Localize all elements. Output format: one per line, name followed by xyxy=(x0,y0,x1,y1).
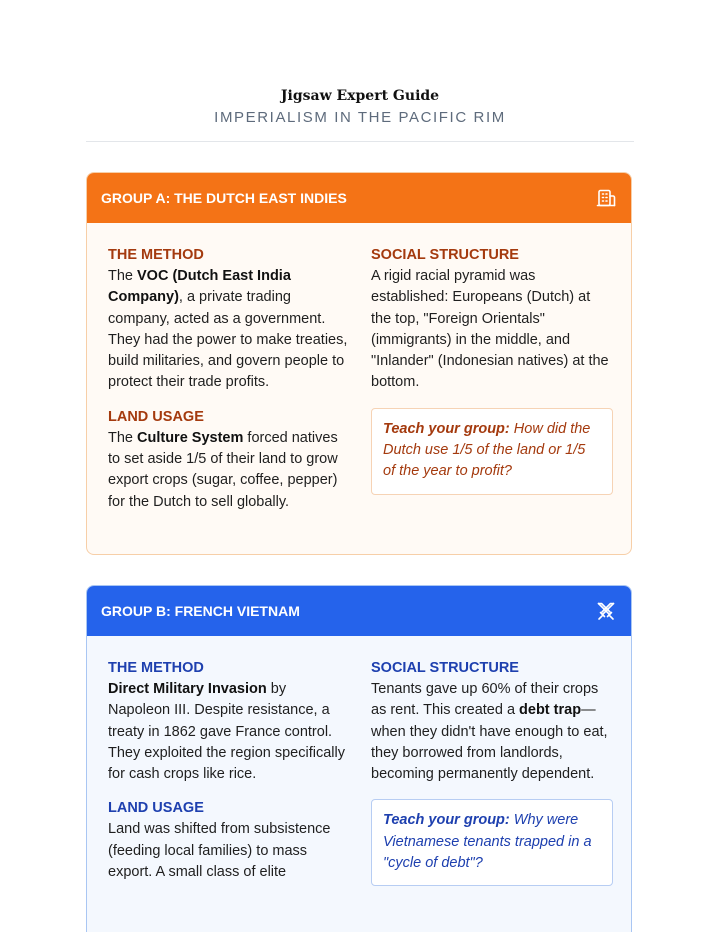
group-b-header xyxy=(87,586,631,636)
group-b-title: GROUP B: FRENCH VIETNAM xyxy=(101,603,300,619)
group-b-method-heading: THE METHOD xyxy=(108,660,204,676)
group-a-land-text: The Culture System forced natives to set aside 1/5 of their land to grow export crops (sugar, coffee, pepper) for the Dutch to sell globally. xyxy=(108,429,338,510)
group-a-social-text: A rigid racial pyramid was established: Europeans (Dutch) at the top, "Foreign Orientals" (immigrants) in the middle, and "Inlander" (Indonesian natives) at the bottom. xyxy=(371,268,609,391)
group-b-land-text: Land was shifted from subsistence (feeding local families) to mass export. A small class of elite xyxy=(108,821,331,881)
group-b-social-heading: SOCIAL STRUCTURE xyxy=(371,660,519,676)
group-b-right-column xyxy=(371,658,613,886)
group-b-social-text: Tenants gave up 60% of their crops as rent. This created a debt trap—when they didn't have enough to eat, they borrowed from landlords, becoming permanently dependent. xyxy=(371,681,608,783)
header-divider xyxy=(86,141,634,142)
building-icon xyxy=(595,187,617,209)
group-a-teach-box: Teach your group: How did the Dutch use 1/5 of the land or 1/5 of the year to profit? xyxy=(371,408,613,495)
group-a-title: GROUP A: THE DUTCH EAST INDIES xyxy=(101,190,347,206)
group-b-card xyxy=(86,585,632,932)
group-a-land-heading: LAND USAGE xyxy=(108,408,204,425)
group-a-social-heading: SOCIAL STRUCTURE xyxy=(371,247,519,263)
group-a-left-column xyxy=(108,245,350,513)
group-b-left-column xyxy=(108,658,350,883)
group-b-method-text: Direct Military Invasion by Napoleon III. Despite resistance, a treaty in 1862 gave France control. They exploited the region specifically for cash crops like rice. xyxy=(108,681,345,783)
page-subtitle: IMPERIALISM IN THE PACIFIC RIM xyxy=(214,109,506,126)
group-b-land-heading: LAND USAGE xyxy=(108,800,204,817)
crossed-swords-icon xyxy=(595,600,617,622)
page-title: Jigsaw Expert Guide xyxy=(280,88,440,104)
group-b-teach-box: Teach your group: Why were Vietnamese tenants trapped in a "cycle of debt"? xyxy=(371,799,613,886)
group-a-right-column xyxy=(371,245,613,495)
group-a-method-text: The VOC (Dutch East India Company), a private trading company, acted as a government. They had the power to make treaties, build militaries, and govern people to protect their trade profits. xyxy=(108,268,348,391)
group-a-card xyxy=(86,172,632,555)
group-a-method-heading: THE METHOD xyxy=(108,247,204,263)
group-a-header xyxy=(87,173,631,223)
page-header xyxy=(0,86,720,128)
